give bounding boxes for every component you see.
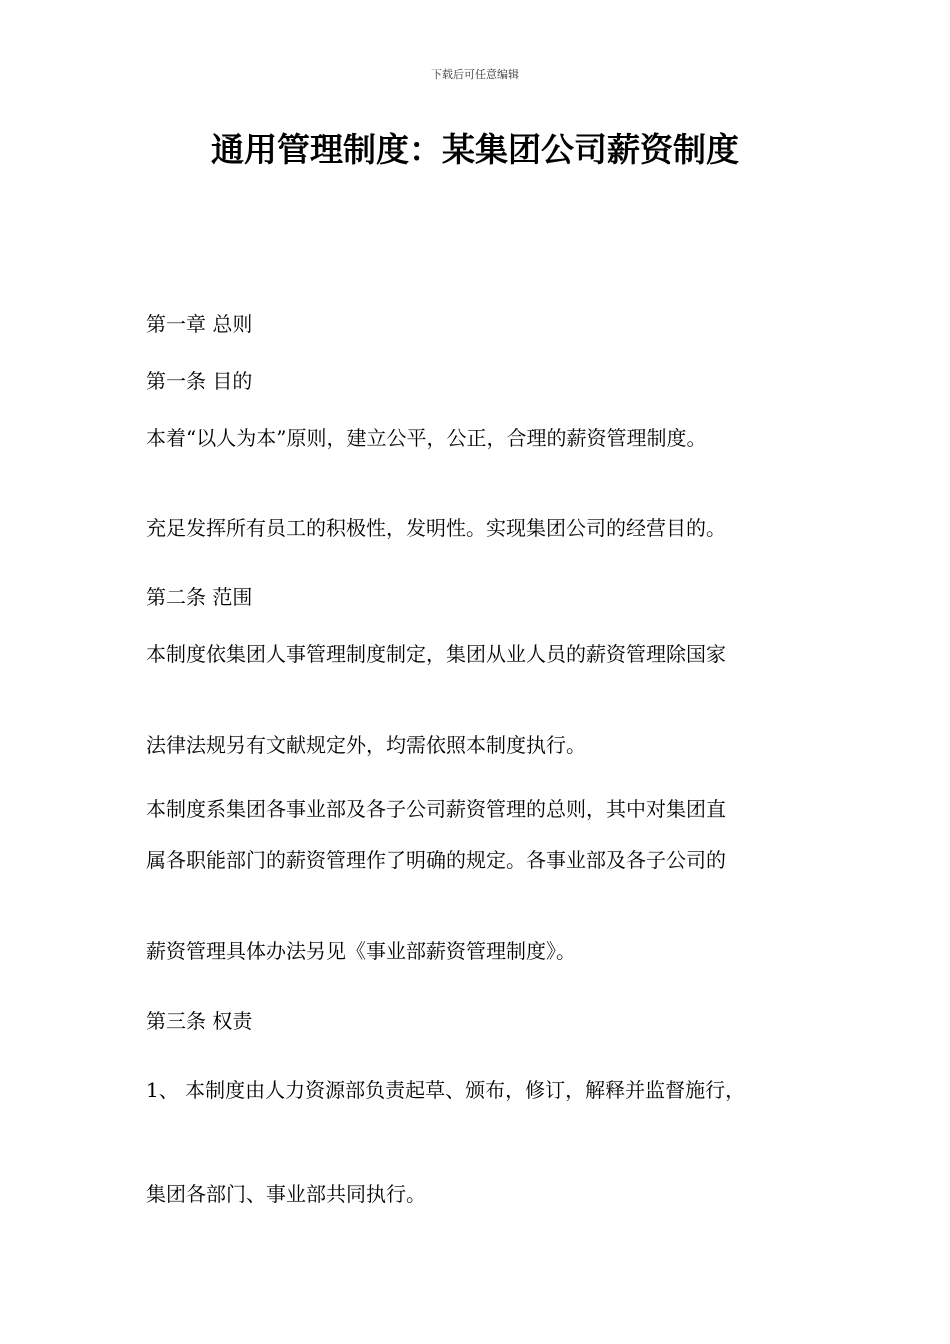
list-item: 1、 本制度由人力资源部负责起草、颁布，修订，解释并监督施行， [146, 1078, 746, 1102]
paragraph-line: 本着“以人为本”原则，建立公平，公正，合理的薪资管理制度。 [146, 426, 707, 450]
paragraph-line: 薪资管理具体办法另见《事业部薪资管理制度》。 [146, 939, 576, 963]
document-title: 通用管理制度：某集团公司薪资制度 [211, 130, 739, 169]
chapter-heading: 第一章 总则 [146, 312, 253, 336]
article-heading: 第三条 权责 [146, 1009, 253, 1033]
paragraph-line: 集团各部门、事业部共同执行。 [146, 1182, 426, 1206]
paragraph-line: 本制度依集团人事管理制度制定，集团从业人员的薪资管理除国家 [146, 642, 726, 666]
article-heading: 第一条 目的 [146, 369, 253, 393]
paragraph-line: 本制度系集团各事业部及各子公司薪资管理的总则，其中对集团直 [146, 797, 726, 821]
paragraph-line: 法律法规另有文献规定外，均需依照本制度执行。 [146, 733, 586, 757]
paragraph-line: 属各职能部门的薪资管理作了明确的规定。各事业部及各子公司的 [146, 848, 726, 872]
article-heading: 第二条 范围 [146, 585, 253, 609]
header-note: 下载后可任意编辑 [431, 68, 519, 81]
paragraph-line: 充足发挥所有员工的积极性，发明性。实现集团公司的经营目的。 [146, 516, 726, 540]
